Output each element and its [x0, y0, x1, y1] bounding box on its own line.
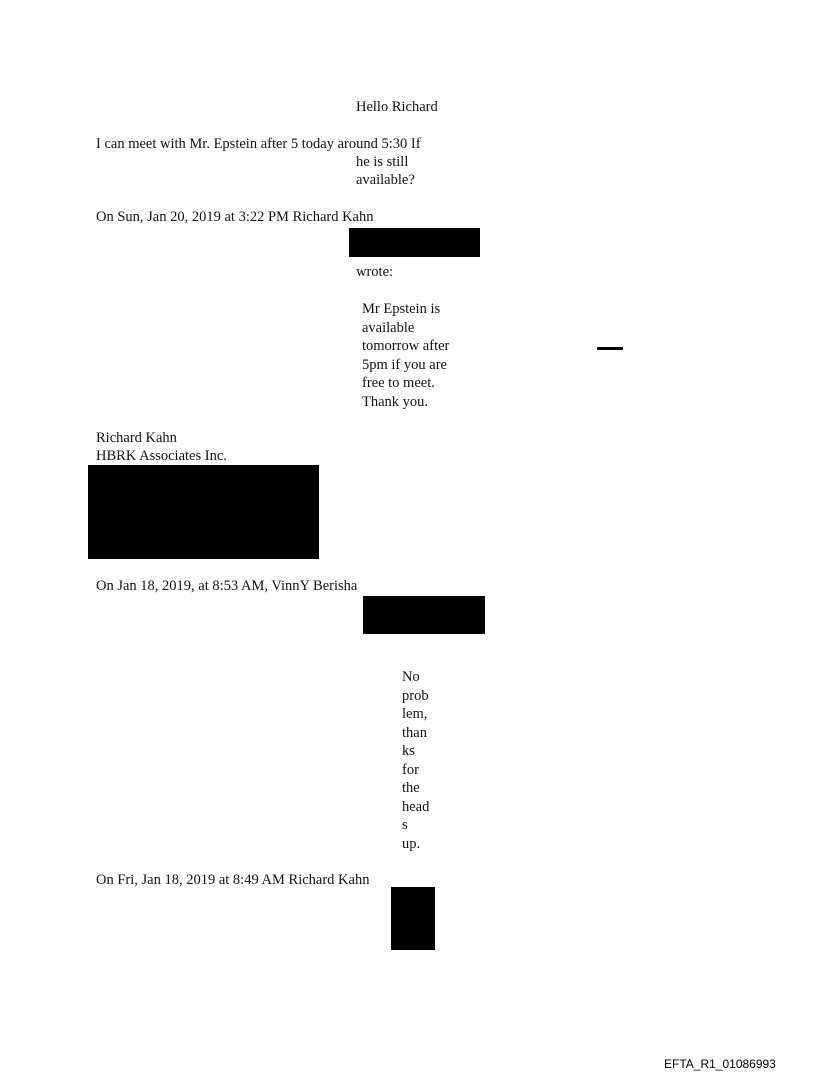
signature-company: HBRK Associates Inc. [96, 448, 227, 464]
quote1-header: On Sun, Jan 20, 2019 at 3:22 PM Richard Kahn [96, 209, 374, 225]
document-id: EFTA_R1_01086993 [664, 1057, 776, 1071]
quote3-header: On Fri, Jan 18, 2019 at 8:49 AM Richard Kahn [96, 872, 370, 888]
quote2-body-line: the [402, 780, 420, 796]
quote2-body-line: lem, [402, 706, 428, 722]
quote2-body-line: ks [402, 743, 415, 759]
signature-name: Richard Kahn [96, 430, 177, 446]
reply-line-1: I can meet with Mr. Epstein after 5 today around 5:30 If [96, 136, 421, 152]
quote2-body-line: No [402, 669, 420, 685]
quote1-body-line: 5pm if you are [362, 356, 447, 373]
quote2-body-line: prob [402, 687, 429, 704]
redaction-email-3 [391, 887, 435, 950]
greeting: Hello Richard [356, 99, 438, 115]
quote2-header: On Jan 18, 2019, at 8:53 AM, VinnY Berisha [96, 578, 358, 594]
quote2-body [402, 668, 429, 853]
quote1-body-line: available [362, 319, 415, 336]
redaction-email-1 [349, 228, 480, 257]
dash-mark [597, 347, 623, 350]
quote2-body-line: s [402, 817, 408, 833]
quote2-body-line: head [402, 798, 430, 815]
quote1-body-line: tomorrow after [362, 338, 450, 354]
reply-line-3: available? [356, 172, 415, 188]
quote2-body-line: for [402, 761, 419, 778]
quote1-body-line: Mr Epstein is [362, 301, 441, 317]
quote1-wrote: wrote: [356, 264, 394, 280]
quote1-body-line: Thank you. [362, 393, 429, 410]
redaction-email-2 [363, 596, 485, 634]
quote2-body-line: up. [402, 835, 421, 852]
reply-line-2: he is still [356, 154, 409, 170]
quote1-body-line: free to meet. [362, 375, 435, 391]
quote1-body [362, 300, 449, 411]
redaction-signature-block [88, 465, 319, 559]
quote2-body-line: than [402, 724, 427, 741]
